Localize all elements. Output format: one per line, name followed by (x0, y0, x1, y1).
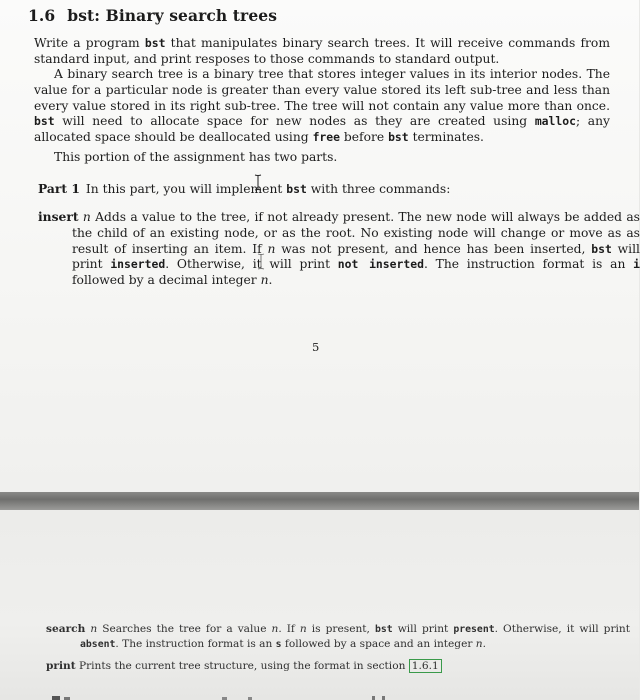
text-cursor-icon (257, 253, 265, 270)
page-number: 5 (312, 340, 320, 354)
part1-heading: Part 1 In this part, you will implement bst with three commands: (38, 181, 451, 196)
code-free: free (312, 130, 340, 145)
part1-label: Part 1 (38, 181, 80, 196)
code-bst: bst (144, 36, 166, 50)
code-bst: bst (388, 130, 409, 145)
section-number: 1.6 (28, 6, 56, 25)
section-title: bst: Binary search trees (67, 6, 278, 25)
search-command-description: search n Searches the tree for a value n. If n is present, bst will print present. Otherwise, it will print absent. The instruction format is an s followed by a space and an integer n. (46, 623, 630, 650)
insert-command-description: insert n Adds a value to the tree, if not already present. The new node will always be added as the child of an existing node, or as the root. No existing node will change or move as as result of inserting an item. If n was not present, and hence has been inserted, bst will print inserted. Otherwise, it will print not inserted. The instruction format is an i followed by a decimal integer n. (38, 209, 640, 288)
code-bst: bst (34, 114, 55, 129)
code-malloc: malloc (534, 114, 576, 129)
page-gap (0, 492, 639, 510)
section-reference-link[interactable]: 1.6.1 (409, 659, 442, 673)
code-bst: bst (286, 182, 307, 196)
intro-paragraph-1: Write a program bst that manipulates binary search trees. It will receive commands from standard input, and print resposes to those commands to standard output. (34, 36, 610, 66)
search-command: search (46, 623, 86, 635)
print-command: print (46, 660, 76, 672)
text-cursor-icon (254, 174, 262, 191)
insert-command: insert (38, 209, 79, 224)
intro-paragraph-2: A binary search tree is a binary tree that stores integer values in its interior nodes. The value for a particular node is greater than every value stored its left sub-tree and less than every value stored in its right sub-tree. The tree will not contain any value more than once. bst will need to allocate space for new nodes as they are created using malloc; any allocated space should be deallocated using free before bst terminates. (34, 67, 610, 145)
intro-paragraph-3: This portion of the assignment has two parts. (54, 150, 338, 164)
cut-off-text-row (52, 690, 452, 700)
section-heading (28, 6, 277, 25)
print-command-description: print Prints the current tree structure, using the format in section 1.6.1 (46, 659, 606, 674)
